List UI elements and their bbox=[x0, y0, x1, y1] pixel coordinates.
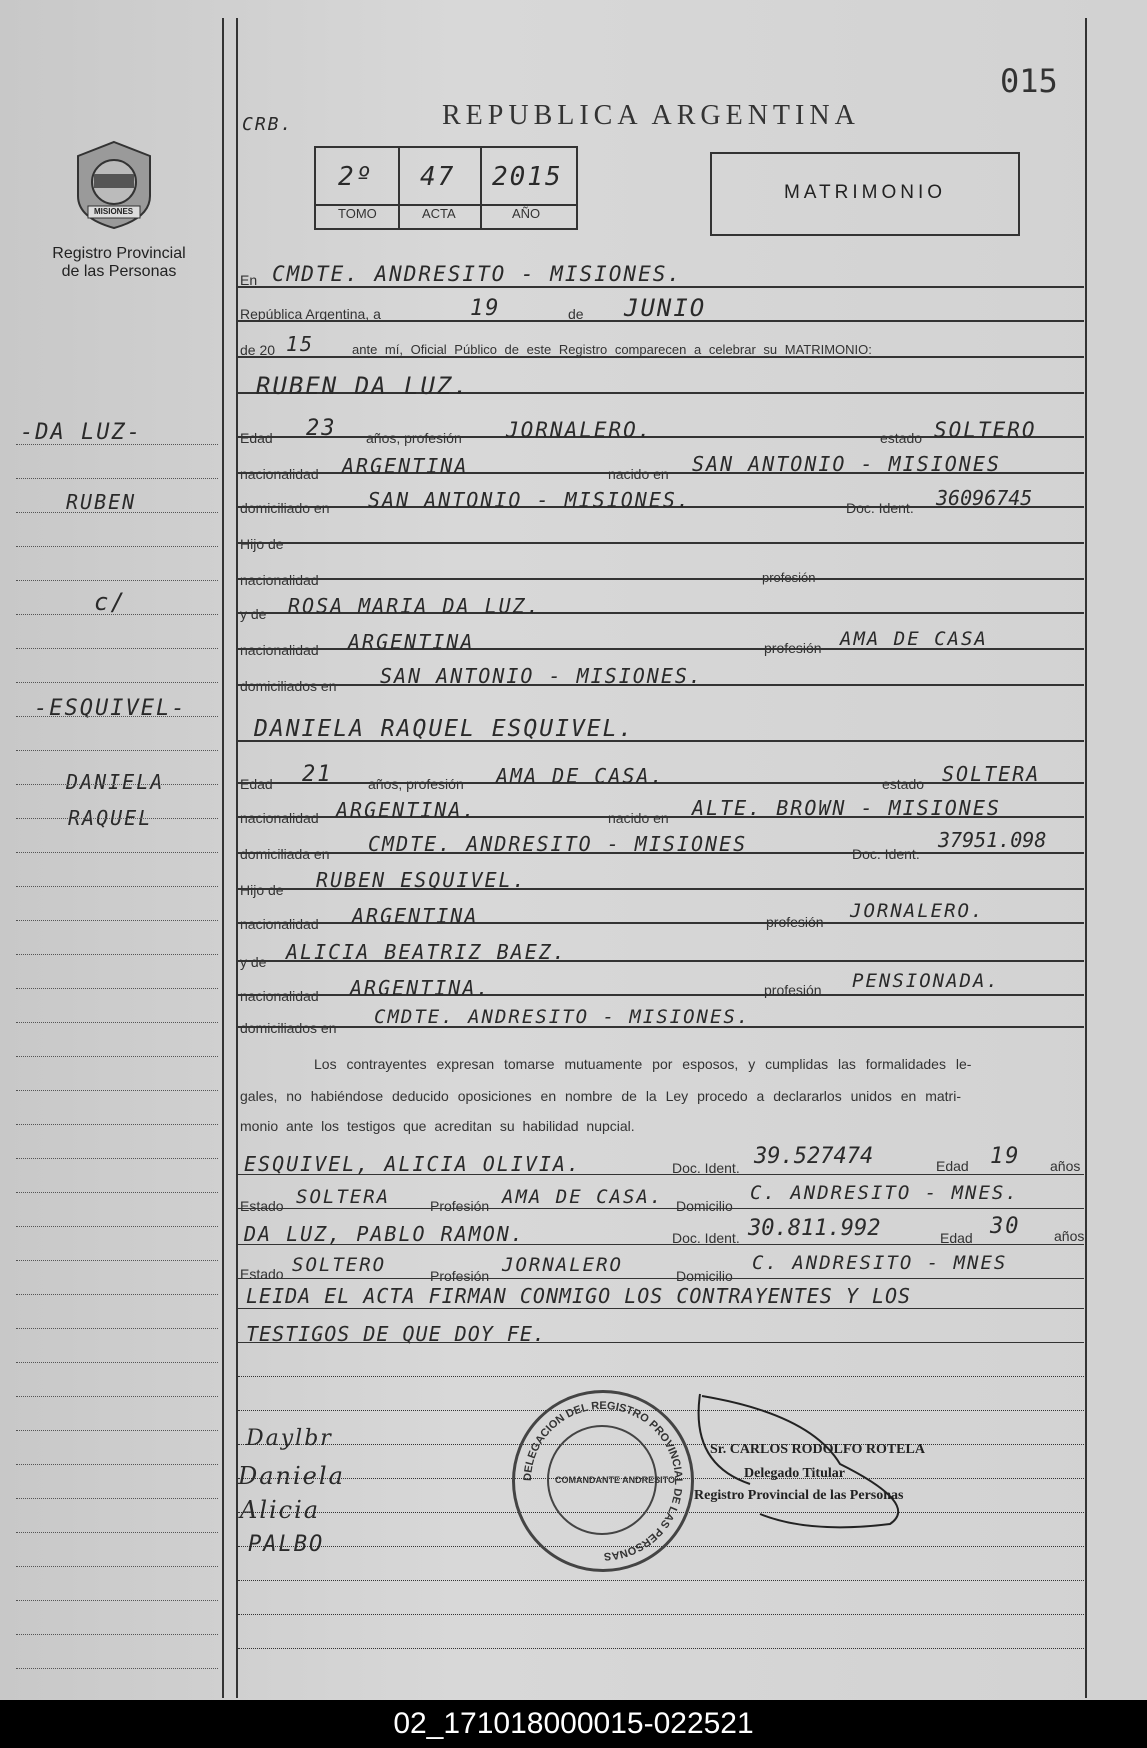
signature-groom: Daylbr bbox=[246, 1426, 333, 1451]
groom-madre-nac: ARGENTINA bbox=[348, 630, 475, 654]
margin-rule bbox=[16, 784, 218, 785]
witness1-estado: SOLTERA bbox=[296, 1186, 391, 1208]
registry-name bbox=[36, 245, 202, 281]
bride-edad: 21 bbox=[302, 762, 333, 787]
bride-name: DANIELA RAQUEL ESQUIVEL. bbox=[254, 716, 635, 742]
tomo-label: TOMO bbox=[338, 206, 377, 221]
groom-doc-label: Doc. Ident. bbox=[846, 500, 914, 516]
groom-domicilio-padres: SAN ANTONIO - MISIONES. bbox=[380, 664, 703, 688]
signature-witness2: PALBO bbox=[248, 1532, 325, 1557]
bride-nac-label: nacionalidad bbox=[240, 810, 319, 826]
groom-domicilio: SAN ANTONIO - MISIONES. bbox=[368, 488, 691, 512]
year-prefix: de 20 bbox=[240, 342, 276, 358]
ano-value: 2015 bbox=[492, 162, 563, 192]
witness1-profesion: AMA DE CASA. bbox=[502, 1186, 664, 1208]
margin-rule bbox=[16, 716, 218, 717]
bride-madre: ALICIA BEATRIZ BAEZ. bbox=[286, 940, 567, 964]
republica-label: República Argentina, a bbox=[240, 306, 381, 322]
bride-nacido: ALTE. BROWN - MISIONES bbox=[692, 796, 1001, 820]
margin-rule bbox=[16, 648, 218, 649]
margin-rule bbox=[16, 818, 218, 819]
groom-madre: ROSA MARIA DA LUZ. bbox=[288, 594, 541, 618]
witness1-dom-label: Domicilio bbox=[676, 1198, 733, 1214]
margin-rule bbox=[16, 1226, 218, 1227]
groom-nacionalidad: ARGENTINA bbox=[342, 454, 469, 478]
seal-outer-text: DELEGACION DEL REGISTRO PROVINCIAL DE LAS PERSONAS bbox=[521, 1399, 685, 1563]
margin-rule bbox=[16, 1294, 218, 1295]
official-signature-scribble bbox=[690, 1374, 950, 1534]
margin-note-surname1: -DA LUZ- bbox=[20, 420, 142, 445]
bride-doc: 37951.098 bbox=[938, 828, 1047, 852]
witness2-edad: 30 bbox=[990, 1214, 1021, 1239]
registry-line2: de las Personas bbox=[61, 263, 177, 280]
margin-rule bbox=[16, 1056, 218, 1057]
witness2-doc: 30.811.992 bbox=[748, 1216, 881, 1241]
bride-estado: SOLTERA bbox=[942, 762, 1041, 786]
bride-nacido-label: nacido en bbox=[608, 810, 669, 826]
margin-rule bbox=[16, 920, 218, 921]
bride-padre-nac-label: nacionalidad bbox=[240, 916, 319, 932]
acta-label: ACTA bbox=[422, 206, 456, 221]
record-box bbox=[314, 146, 578, 230]
closing-line1: LEIDA EL ACTA FIRMAN CONMIGO LOS CONTRAYENTES Y LOS bbox=[246, 1284, 912, 1308]
groom-doms-label: domiciliados en bbox=[240, 678, 337, 694]
body-rule bbox=[238, 1648, 1084, 1649]
witness2-profesion: JORNALERO bbox=[502, 1254, 623, 1276]
year-suffix: 15 bbox=[286, 332, 315, 356]
groom-padre-prof-label: profesión bbox=[762, 570, 816, 585]
margin-rule bbox=[16, 852, 218, 853]
place: CMDTE. ANDRESITO - MISIONES. bbox=[272, 262, 683, 286]
bride-domicilio-padres: CMDTE. ANDRESITO - MISIONES. bbox=[374, 1006, 751, 1028]
margin-rule bbox=[16, 1430, 218, 1431]
left-margin-line bbox=[222, 18, 224, 1698]
witness2-name: DA LUZ, PABLO RAMON. bbox=[244, 1222, 525, 1246]
margin-rule bbox=[16, 1022, 218, 1023]
bride-edad-label: Edad bbox=[240, 776, 273, 792]
logo-text: MISIONES bbox=[94, 207, 134, 216]
body-rule bbox=[238, 1614, 1084, 1615]
bride-madre-prof: PENSIONADA. bbox=[852, 970, 1000, 992]
tomo-value: 2º bbox=[338, 162, 374, 192]
groom-nacido: SAN ANTONIO - MISIONES bbox=[692, 452, 1001, 476]
witness1-doc: 39.527474 bbox=[754, 1144, 874, 1169]
body-rule bbox=[238, 1278, 1084, 1279]
witness1-doc-label: Doc. Ident. bbox=[672, 1160, 740, 1176]
margin-rule bbox=[16, 682, 218, 683]
witness2-doc-label: Doc. Ident. bbox=[672, 1230, 740, 1246]
margin-rule bbox=[16, 1158, 218, 1159]
registry-line1: Registro Provincial bbox=[52, 245, 186, 262]
margin-note-name2: DANIELA bbox=[66, 770, 165, 794]
margin-rule bbox=[16, 546, 218, 547]
margin-rule bbox=[16, 954, 218, 955]
margin-rule bbox=[16, 988, 218, 989]
bride-madre-nac: ARGENTINA. bbox=[350, 976, 491, 1000]
margin-note-surname2: -ESQUIVEL- bbox=[34, 696, 187, 721]
margin-rule bbox=[16, 1668, 218, 1669]
witness1-domicilio: C. ANDRESITO - MNES. bbox=[750, 1182, 1019, 1204]
official-office: Registro Provincial de las Personas bbox=[694, 1488, 904, 1503]
month: JUNIO bbox=[624, 294, 707, 322]
type-box bbox=[710, 152, 1020, 236]
inner-margin-line bbox=[236, 18, 238, 1698]
groom-anos-prof-label: años, profesión bbox=[366, 430, 462, 446]
en-label: En bbox=[240, 272, 258, 288]
groom-madre-nac-label: nacionalidad bbox=[240, 642, 319, 658]
header-title: REPUBLICA ARGENTINA bbox=[442, 100, 860, 131]
margin-rule bbox=[16, 1532, 218, 1533]
day: 19 bbox=[470, 296, 501, 321]
margin-rule bbox=[16, 1634, 218, 1635]
type-box-label: MATRIMONIO bbox=[783, 182, 947, 203]
witness1-name: ESQUIVEL, ALICIA OLIVIA. bbox=[244, 1152, 581, 1176]
bride-madre-prof-label: profesión bbox=[764, 982, 822, 998]
closing-line2: TESTIGOS DE QUE DOY FE. bbox=[246, 1322, 546, 1346]
bride-profesion: AMA DE CASA. bbox=[496, 764, 665, 788]
official-name: Sr. CARLOS RODOLFO ROTELA bbox=[710, 1442, 925, 1457]
margin-rule bbox=[16, 478, 218, 479]
bride-yde-label: y de bbox=[240, 954, 267, 970]
bride-padre-prof-label: profesión bbox=[766, 914, 824, 930]
margin-note-name3: RAQUEL bbox=[68, 806, 153, 830]
witness1-edad: 19 bbox=[990, 1144, 1021, 1169]
ano-label: AÑO bbox=[512, 206, 541, 221]
bride-padre: RUBEN ESQUIVEL. bbox=[316, 868, 527, 892]
margin-rule bbox=[16, 512, 218, 513]
witness1-prof-label: Profesión bbox=[430, 1198, 490, 1214]
body-rule bbox=[238, 1580, 1084, 1581]
margin-rule bbox=[16, 1464, 218, 1465]
witness2-dom-label: Domicilio bbox=[676, 1268, 733, 1284]
margin-rule bbox=[16, 580, 218, 581]
groom-estado-label: estado bbox=[880, 430, 923, 446]
right-margin-line bbox=[1085, 18, 1087, 1698]
groom-doc: 36096745 bbox=[936, 486, 1033, 510]
bride-doc-label: Doc. Ident. bbox=[852, 846, 920, 862]
de-label: de bbox=[568, 306, 584, 322]
groom-nac-label: nacionalidad bbox=[240, 466, 319, 482]
statement: ante mí, Oficial Público de este Registro comparecen a celebrar su MATRIMONIO: bbox=[352, 342, 872, 357]
bride-estado-label: estado bbox=[882, 776, 925, 792]
groom-hijo-label: Hijo de bbox=[240, 536, 284, 552]
margin-rule bbox=[16, 1498, 218, 1499]
witness1-anos-label: años bbox=[1050, 1158, 1081, 1174]
bride-madre-nac-label: nacionalidad bbox=[240, 988, 319, 1004]
groom-profesion: JORNALERO. bbox=[506, 418, 653, 442]
registry-logo bbox=[70, 138, 158, 230]
groom-estado: SOLTERO bbox=[934, 418, 1037, 442]
official-role: Delegado Titular bbox=[744, 1466, 845, 1481]
body-rule bbox=[238, 1376, 1084, 1377]
groom-nacido-label: nacido en bbox=[608, 466, 669, 482]
groom-padre-nac-label: nacionalidad bbox=[240, 572, 319, 588]
bride-doms-label: domiciliados en bbox=[240, 1020, 337, 1036]
body-rule bbox=[238, 578, 1084, 580]
seal-inner-text: COMANDANTE ANDRESITO bbox=[555, 1475, 676, 1485]
margin-rule bbox=[16, 750, 218, 751]
signature-bride: Daniela bbox=[238, 1462, 345, 1490]
acta-value: 47 bbox=[420, 162, 456, 192]
margin-rule bbox=[16, 1192, 218, 1193]
witness2-anos-label: años bbox=[1054, 1228, 1085, 1244]
body-rule bbox=[238, 286, 1084, 288]
groom-name: RUBEN DA LUZ. bbox=[256, 372, 470, 400]
bride-padre-prof: JORNALERO. bbox=[850, 900, 985, 922]
initials: CRB. bbox=[242, 114, 294, 135]
margin-note-con: c/ bbox=[94, 588, 127, 616]
groom-madre-prof: AMA DE CASA bbox=[840, 628, 988, 650]
margin-rule bbox=[16, 444, 218, 445]
body-rule bbox=[238, 1208, 1084, 1209]
footer-id: 02_171018000015-022521 bbox=[0, 1700, 1147, 1748]
margin-rule bbox=[16, 1260, 218, 1261]
signature-witness1: Alicia bbox=[240, 1496, 321, 1524]
margin-rule bbox=[16, 1328, 218, 1329]
bride-nacionalidad: ARGENTINA. bbox=[336, 798, 477, 822]
registry-seal bbox=[512, 1390, 694, 1572]
margin-rule bbox=[16, 1362, 218, 1363]
witness2-prof-label: Profesión bbox=[430, 1268, 490, 1284]
witness1-edad-label: Edad bbox=[936, 1158, 969, 1174]
witness2-edad-label: Edad bbox=[940, 1230, 973, 1246]
groom-madre-prof-label: profesión bbox=[764, 640, 822, 656]
groom-edad-label: Edad bbox=[240, 430, 273, 446]
page-number: 015 bbox=[1000, 62, 1058, 100]
declaration-line2: gales, no habiéndose deducido oposiciones en nombre de la Ley procedo a declararlos unidos en matri- bbox=[240, 1088, 961, 1104]
groom-dom-label: domiciliado en bbox=[240, 500, 330, 516]
witness2-estado-label: Estado bbox=[240, 1266, 284, 1282]
declaration-line3: monio ante los testigos que acreditan su habilidad nupcial. bbox=[240, 1118, 635, 1134]
margin-rule bbox=[16, 1396, 218, 1397]
witness1-estado-label: Estado bbox=[240, 1198, 284, 1214]
bride-padre-nac: ARGENTINA bbox=[352, 904, 479, 928]
margin-rule bbox=[16, 886, 218, 887]
bride-hijo-label: Hijo de bbox=[240, 882, 284, 898]
declaration-line1: Los contrayentes expresan tomarse mutuamente por esposos, y cumplidas las formalidades le- bbox=[314, 1056, 972, 1072]
bride-dom-label: domiciliada en bbox=[240, 846, 330, 862]
groom-edad: 23 bbox=[306, 416, 337, 441]
body-rule bbox=[238, 1308, 1084, 1309]
witness2-domicilio: C. ANDRESITO - MNES bbox=[752, 1252, 1008, 1274]
margin-note-name1: RUBEN bbox=[66, 490, 137, 514]
witness2-estado: SOLTERO bbox=[292, 1254, 387, 1276]
body-rule bbox=[238, 542, 1084, 544]
margin-rule bbox=[16, 1566, 218, 1567]
margin-rule bbox=[16, 1090, 218, 1091]
margin-rule bbox=[16, 614, 218, 615]
bride-anos-prof-label: años, profesión bbox=[368, 776, 464, 792]
groom-yde-label: y de bbox=[240, 606, 267, 622]
margin-rule bbox=[16, 1124, 218, 1125]
margin-rule bbox=[16, 1600, 218, 1601]
bride-domicilio: CMDTE. ANDRESITO - MISIONES bbox=[368, 832, 748, 856]
